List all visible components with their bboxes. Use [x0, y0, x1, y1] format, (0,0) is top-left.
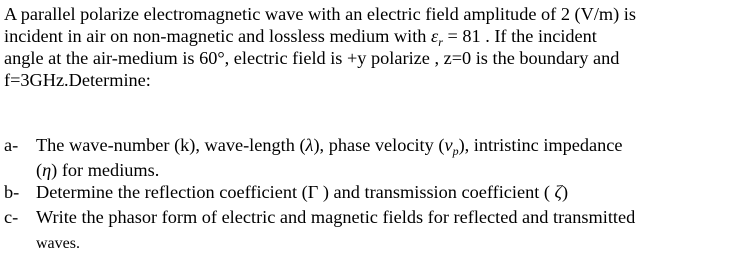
question-a-marker: a- — [4, 135, 19, 155]
question-b-line-1 — [36, 181, 568, 203]
question-b-marker: b- — [4, 182, 20, 202]
intro-line-1-text: A parallel polarize electromagnetic wave with an electric field amplitude of 2 (V/m) is — [4, 4, 636, 24]
intro-line-2-post: = 81 . If the incident — [442, 26, 597, 46]
zeta-symbol: ζ — [554, 182, 562, 202]
question-b-line-1-pre: Determine the reflection coefficient ( — [36, 182, 308, 202]
eta-symbol: η — [42, 160, 52, 180]
epsilon-subscript: r — [438, 35, 443, 49]
question-a-line-1 — [36, 134, 623, 162]
question-b-line-1-mid: ) and transmission coefficient ( — [318, 182, 555, 202]
question-c-line-2 — [36, 233, 80, 255]
intro-line-3-text: angle at the air-medium is 60°, electric field is +y polarize , z=0 is the boundary and — [4, 48, 620, 68]
intro-line-1 — [4, 3, 636, 25]
epsilon-symbol: ε — [431, 26, 439, 46]
intro-line-3 — [4, 47, 619, 69]
question-a-line-2 — [36, 159, 159, 181]
phase-velocity-symbol: v — [444, 135, 453, 155]
question-c-marker: c- — [4, 207, 19, 227]
intro-line-2-pre: incident in air on non-magnetic and lossless medium with — [4, 26, 431, 46]
question-b-line-1-post: ) — [561, 182, 569, 202]
lambda-symbol: λ — [305, 135, 314, 155]
question-a-line-2-pre: ( — [36, 160, 43, 180]
gamma-symbol: Γ — [307, 182, 319, 202]
question-c-line-2-text: waves. — [36, 235, 80, 252]
question-c-line-1-text: Write the phasor form of electric and magnetic fields for reflected and transmitted — [36, 207, 636, 227]
question-a-line-2-post: ) for mediums. — [51, 160, 160, 180]
question-a-line-1-post: ), intristinc impedance — [458, 135, 623, 155]
question-a-line-1-pre: The wave-number (k), wave-length ( — [36, 135, 306, 155]
question-a-line-1-mid: ), phase velocity ( — [313, 135, 445, 155]
intro-line-4 — [4, 69, 151, 91]
question-c-line-1 — [36, 206, 635, 228]
phase-velocity-subscript: p — [452, 144, 459, 158]
intro-line-4-text: f=3GHz.Determine: — [4, 70, 151, 90]
